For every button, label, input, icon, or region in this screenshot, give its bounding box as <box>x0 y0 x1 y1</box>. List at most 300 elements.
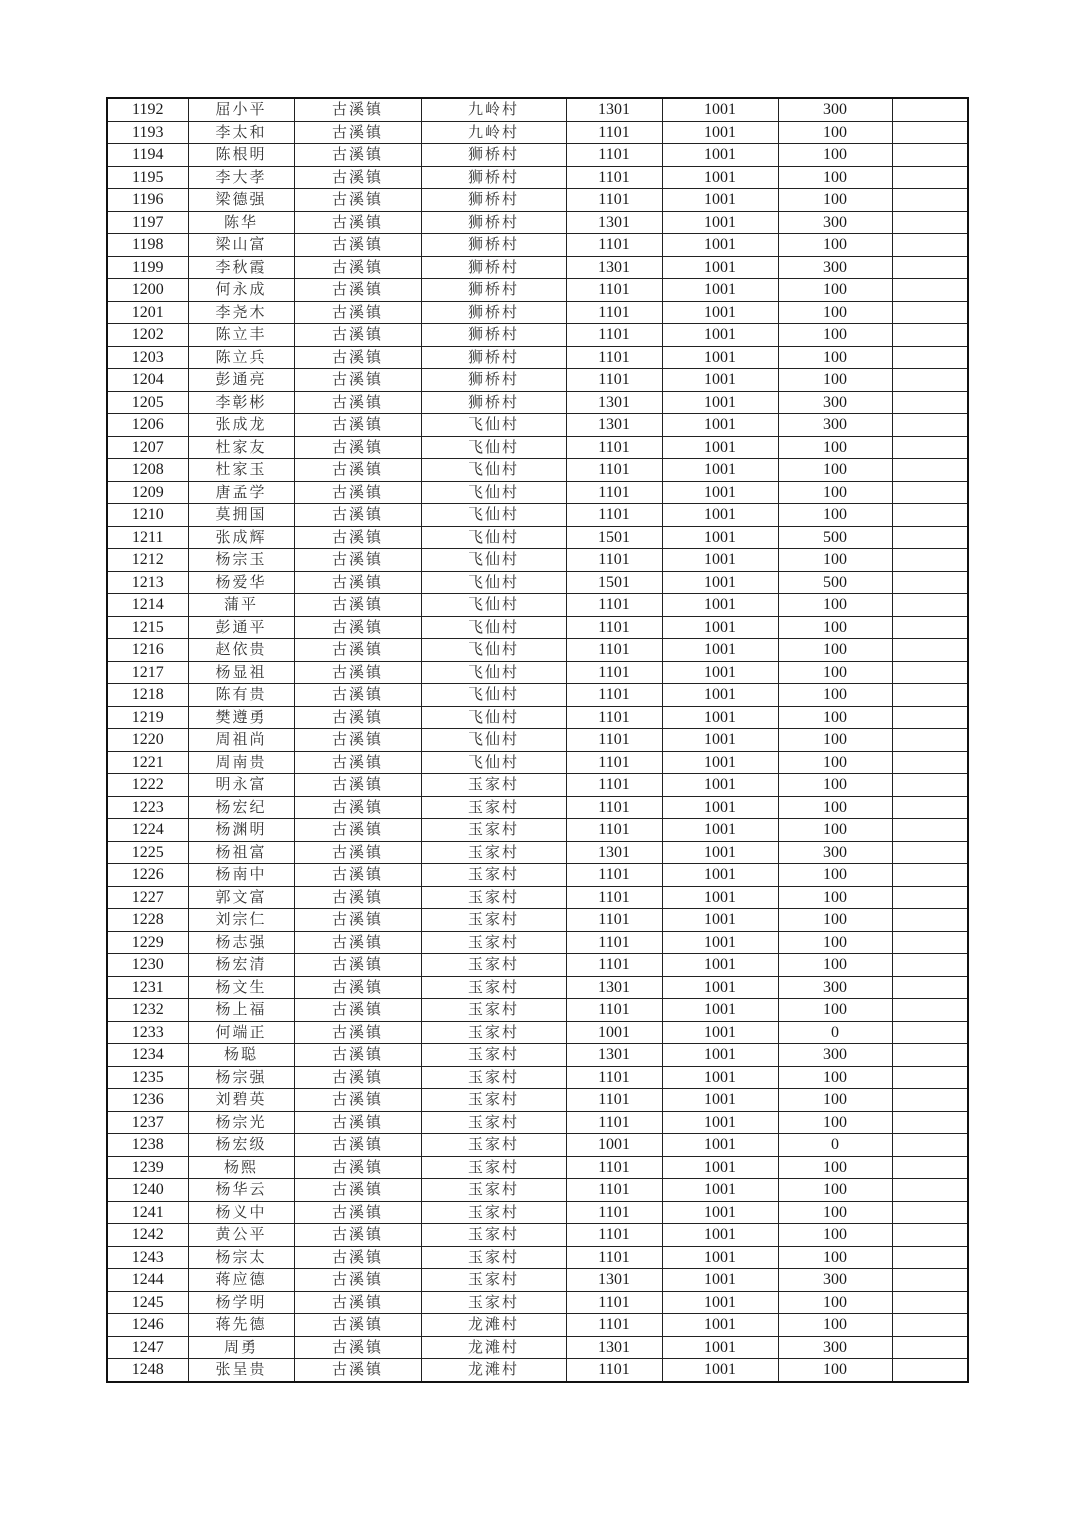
village-cell: 飞仙村 <box>421 729 566 752</box>
row-number-cell: 1231 <box>107 976 188 999</box>
village-cell: 九岭村 <box>421 121 566 144</box>
code-a-cell: 1101 <box>566 1291 662 1314</box>
amount-cell: 100 <box>778 166 892 189</box>
code-a-cell: 1101 <box>566 864 662 887</box>
town-cell: 古溪镇 <box>294 796 421 819</box>
table-row <box>107 796 968 819</box>
amount-cell: 100 <box>778 1224 892 1247</box>
table-row <box>107 1291 968 1314</box>
table-row <box>107 121 968 144</box>
town-cell: 古溪镇 <box>294 819 421 842</box>
name-cell: 唐孟学 <box>188 481 294 504</box>
town-cell: 古溪镇 <box>294 1201 421 1224</box>
village-cell: 玉家村 <box>421 1134 566 1157</box>
town-cell: 古溪镇 <box>294 729 421 752</box>
code-b-cell: 1001 <box>662 166 778 189</box>
amount-cell: 100 <box>778 481 892 504</box>
note-cell <box>892 796 968 819</box>
note-cell <box>892 121 968 144</box>
code-a-cell: 1101 <box>566 234 662 257</box>
amount-cell: 100 <box>778 346 892 369</box>
row-number-cell: 1241 <box>107 1201 188 1224</box>
amount-cell: 100 <box>778 189 892 212</box>
code-a-cell: 1101 <box>566 121 662 144</box>
code-b-cell: 1001 <box>662 1111 778 1134</box>
code-b-cell: 1001 <box>662 706 778 729</box>
row-number-cell: 1207 <box>107 436 188 459</box>
table-row <box>107 346 968 369</box>
row-number-cell: 1232 <box>107 999 188 1022</box>
name-cell: 何永成 <box>188 279 294 302</box>
amount-cell: 300 <box>778 256 892 279</box>
note-cell <box>892 301 968 324</box>
amount-cell: 100 <box>778 661 892 684</box>
row-number-cell: 1224 <box>107 819 188 842</box>
code-a-cell: 1101 <box>566 369 662 392</box>
code-a-cell: 1501 <box>566 526 662 549</box>
code-b-cell: 1001 <box>662 1156 778 1179</box>
row-number-cell: 1192 <box>107 98 188 121</box>
name-cell: 杨宗太 <box>188 1246 294 1269</box>
town-cell: 古溪镇 <box>294 481 421 504</box>
code-a-cell: 1101 <box>566 1246 662 1269</box>
code-a-cell: 1101 <box>566 436 662 459</box>
amount-cell: 300 <box>778 414 892 437</box>
code-a-cell: 1101 <box>566 1156 662 1179</box>
code-a-cell: 1101 <box>566 301 662 324</box>
row-number-cell: 1230 <box>107 954 188 977</box>
row-number-cell: 1226 <box>107 864 188 887</box>
row-number-cell: 1219 <box>107 706 188 729</box>
table-row <box>107 526 968 549</box>
town-cell: 古溪镇 <box>294 661 421 684</box>
name-cell: 张成龙 <box>188 414 294 437</box>
code-b-cell: 1001 <box>662 571 778 594</box>
village-cell: 玉家村 <box>421 1291 566 1314</box>
row-number-cell: 1227 <box>107 886 188 909</box>
code-a-cell: 1101 <box>566 549 662 572</box>
note-cell <box>892 1336 968 1359</box>
amount-cell: 100 <box>778 279 892 302</box>
amount-cell: 100 <box>778 1246 892 1269</box>
name-cell: 莫拥国 <box>188 504 294 527</box>
note-cell <box>892 661 968 684</box>
code-b-cell: 1001 <box>662 98 778 121</box>
town-cell: 古溪镇 <box>294 1134 421 1157</box>
code-a-cell: 1101 <box>566 166 662 189</box>
row-number-cell: 1222 <box>107 774 188 797</box>
town-cell: 古溪镇 <box>294 189 421 212</box>
village-cell: 玉家村 <box>421 909 566 932</box>
code-b-cell: 1001 <box>662 459 778 482</box>
row-number-cell: 1237 <box>107 1111 188 1134</box>
code-a-cell: 1101 <box>566 954 662 977</box>
code-a-cell: 1301 <box>566 1336 662 1359</box>
town-cell: 古溪镇 <box>294 1156 421 1179</box>
village-cell: 飞仙村 <box>421 459 566 482</box>
amount-cell: 100 <box>778 301 892 324</box>
name-cell: 梁山富 <box>188 234 294 257</box>
town-cell: 古溪镇 <box>294 369 421 392</box>
amount-cell: 100 <box>778 1089 892 1112</box>
row-number-cell: 1202 <box>107 324 188 347</box>
village-cell: 龙滩村 <box>421 1314 566 1337</box>
town-cell: 古溪镇 <box>294 234 421 257</box>
town-cell: 古溪镇 <box>294 616 421 639</box>
table-row <box>107 1021 968 1044</box>
table-row <box>107 751 968 774</box>
amount-cell: 100 <box>778 729 892 752</box>
table-row <box>107 571 968 594</box>
town-cell: 古溪镇 <box>294 684 421 707</box>
name-cell: 何端正 <box>188 1021 294 1044</box>
village-cell: 狮桥村 <box>421 234 566 257</box>
table-row <box>107 324 968 347</box>
village-cell: 狮桥村 <box>421 144 566 167</box>
table-row <box>107 189 968 212</box>
code-b-cell: 1001 <box>662 616 778 639</box>
row-number-cell: 1245 <box>107 1291 188 1314</box>
town-cell: 古溪镇 <box>294 436 421 459</box>
town-cell: 古溪镇 <box>294 1269 421 1292</box>
table-row <box>107 1111 968 1134</box>
code-b-cell: 1001 <box>662 841 778 864</box>
code-b-cell: 1001 <box>662 886 778 909</box>
village-cell: 飞仙村 <box>421 436 566 459</box>
table-row <box>107 98 968 121</box>
amount-cell: 100 <box>778 144 892 167</box>
note-cell <box>892 954 968 977</box>
note-cell <box>892 1291 968 1314</box>
village-cell: 玉家村 <box>421 1224 566 1247</box>
amount-cell: 100 <box>778 594 892 617</box>
name-cell: 张呈贵 <box>188 1359 294 1382</box>
code-b-cell: 1001 <box>662 279 778 302</box>
code-a-cell: 1101 <box>566 886 662 909</box>
code-a-cell: 1101 <box>566 324 662 347</box>
amount-cell: 100 <box>778 639 892 662</box>
code-b-cell: 1001 <box>662 1179 778 1202</box>
table-row <box>107 144 968 167</box>
town-cell: 古溪镇 <box>294 954 421 977</box>
table-row <box>107 459 968 482</box>
note-cell <box>892 256 968 279</box>
name-cell: 陈有贵 <box>188 684 294 707</box>
village-cell: 狮桥村 <box>421 346 566 369</box>
note-cell <box>892 211 968 234</box>
code-b-cell: 1001 <box>662 1314 778 1337</box>
table-row <box>107 256 968 279</box>
town-cell: 古溪镇 <box>294 346 421 369</box>
name-cell: 刘宗仁 <box>188 909 294 932</box>
note-cell <box>892 526 968 549</box>
amount-cell: 100 <box>778 706 892 729</box>
row-number-cell: 1215 <box>107 616 188 639</box>
table-row <box>107 819 968 842</box>
code-a-cell: 1101 <box>566 481 662 504</box>
town-cell: 古溪镇 <box>294 1021 421 1044</box>
amount-cell: 100 <box>778 931 892 954</box>
town-cell: 古溪镇 <box>294 909 421 932</box>
code-a-cell: 1101 <box>566 1201 662 1224</box>
row-number-cell: 1210 <box>107 504 188 527</box>
code-a-cell: 1101 <box>566 616 662 639</box>
amount-cell: 100 <box>778 616 892 639</box>
name-cell: 杨南中 <box>188 864 294 887</box>
amount-cell: 100 <box>778 1111 892 1134</box>
name-cell: 屈小平 <box>188 98 294 121</box>
table-row <box>107 864 968 887</box>
table-row <box>107 886 968 909</box>
table-row <box>107 1336 968 1359</box>
code-a-cell: 1101 <box>566 796 662 819</box>
table-row <box>107 1246 968 1269</box>
note-cell <box>892 369 968 392</box>
village-cell: 玉家村 <box>421 864 566 887</box>
village-cell: 九岭村 <box>421 98 566 121</box>
village-cell: 狮桥村 <box>421 324 566 347</box>
code-b-cell: 1001 <box>662 436 778 459</box>
code-a-cell: 1101 <box>566 1314 662 1337</box>
amount-cell: 100 <box>778 234 892 257</box>
amount-cell: 100 <box>778 549 892 572</box>
code-b-cell: 1001 <box>662 1066 778 1089</box>
row-number-cell: 1213 <box>107 571 188 594</box>
row-number-cell: 1218 <box>107 684 188 707</box>
code-a-cell: 1101 <box>566 189 662 212</box>
town-cell: 古溪镇 <box>294 1179 421 1202</box>
code-b-cell: 1001 <box>662 796 778 819</box>
amount-cell: 100 <box>778 751 892 774</box>
town-cell: 古溪镇 <box>294 1224 421 1247</box>
row-number-cell: 1193 <box>107 121 188 144</box>
name-cell: 杨渊明 <box>188 819 294 842</box>
village-cell: 飞仙村 <box>421 526 566 549</box>
code-a-cell: 1101 <box>566 594 662 617</box>
town-cell: 古溪镇 <box>294 391 421 414</box>
name-cell: 陈华 <box>188 211 294 234</box>
amount-cell: 100 <box>778 774 892 797</box>
code-a-cell: 1101 <box>566 1359 662 1382</box>
row-number-cell: 1236 <box>107 1089 188 1112</box>
village-cell: 飞仙村 <box>421 661 566 684</box>
name-cell: 张成辉 <box>188 526 294 549</box>
name-cell: 郭文富 <box>188 886 294 909</box>
name-cell: 杨显祖 <box>188 661 294 684</box>
row-number-cell: 1234 <box>107 1044 188 1067</box>
town-cell: 古溪镇 <box>294 1359 421 1382</box>
code-b-cell: 1001 <box>662 1224 778 1247</box>
row-number-cell: 1225 <box>107 841 188 864</box>
row-number-cell: 1238 <box>107 1134 188 1157</box>
name-cell: 杨学明 <box>188 1291 294 1314</box>
code-a-cell: 1101 <box>566 1179 662 1202</box>
code-b-cell: 1001 <box>662 1336 778 1359</box>
name-cell: 杜家友 <box>188 436 294 459</box>
town-cell: 古溪镇 <box>294 1089 421 1112</box>
roster-table <box>106 97 969 1383</box>
table-row <box>107 1314 968 1337</box>
row-number-cell: 1201 <box>107 301 188 324</box>
table-row <box>107 1269 968 1292</box>
row-number-cell: 1209 <box>107 481 188 504</box>
note-cell <box>892 1224 968 1247</box>
note-cell <box>892 481 968 504</box>
code-b-cell: 1001 <box>662 301 778 324</box>
town-cell: 古溪镇 <box>294 279 421 302</box>
village-cell: 玉家村 <box>421 841 566 864</box>
row-number-cell: 1194 <box>107 144 188 167</box>
amount-cell: 100 <box>778 684 892 707</box>
row-number-cell: 1214 <box>107 594 188 617</box>
amount-cell: 500 <box>778 571 892 594</box>
row-number-cell: 1247 <box>107 1336 188 1359</box>
row-number-cell: 1239 <box>107 1156 188 1179</box>
code-a-cell: 1101 <box>566 684 662 707</box>
amount-cell: 100 <box>778 436 892 459</box>
table-row <box>107 661 968 684</box>
name-cell: 周祖尚 <box>188 729 294 752</box>
note-cell <box>892 504 968 527</box>
row-number-cell: 1220 <box>107 729 188 752</box>
note-cell <box>892 976 968 999</box>
amount-cell: 300 <box>778 1269 892 1292</box>
code-a-cell: 1101 <box>566 909 662 932</box>
code-b-cell: 1001 <box>662 1269 778 1292</box>
code-b-cell: 1001 <box>662 481 778 504</box>
table-row <box>107 1201 968 1224</box>
name-cell: 李太和 <box>188 121 294 144</box>
note-cell <box>892 639 968 662</box>
note-cell <box>892 279 968 302</box>
code-a-cell: 1301 <box>566 841 662 864</box>
amount-cell: 100 <box>778 819 892 842</box>
town-cell: 古溪镇 <box>294 1314 421 1337</box>
town-cell: 古溪镇 <box>294 1291 421 1314</box>
code-a-cell: 1301 <box>566 98 662 121</box>
village-cell: 狮桥村 <box>421 369 566 392</box>
note-cell <box>892 1021 968 1044</box>
village-cell: 飞仙村 <box>421 616 566 639</box>
name-cell: 杨华云 <box>188 1179 294 1202</box>
note-cell <box>892 594 968 617</box>
note-cell <box>892 886 968 909</box>
town-cell: 古溪镇 <box>294 886 421 909</box>
town-cell: 古溪镇 <box>294 121 421 144</box>
note-cell <box>892 189 968 212</box>
code-a-cell: 1101 <box>566 819 662 842</box>
table-row <box>107 279 968 302</box>
row-number-cell: 1208 <box>107 459 188 482</box>
code-b-cell: 1001 <box>662 369 778 392</box>
amount-cell: 100 <box>778 459 892 482</box>
village-cell: 飞仙村 <box>421 571 566 594</box>
amount-cell: 300 <box>778 1336 892 1359</box>
name-cell: 蒲平 <box>188 594 294 617</box>
name-cell: 杨熙 <box>188 1156 294 1179</box>
table-row <box>107 234 968 257</box>
code-a-cell: 1101 <box>566 751 662 774</box>
code-b-cell: 1001 <box>662 954 778 977</box>
code-a-cell: 1101 <box>566 1111 662 1134</box>
town-cell: 古溪镇 <box>294 459 421 482</box>
village-cell: 玉家村 <box>421 1021 566 1044</box>
table-row <box>107 1134 968 1157</box>
row-number-cell: 1223 <box>107 796 188 819</box>
town-cell: 古溪镇 <box>294 1066 421 1089</box>
town-cell: 古溪镇 <box>294 324 421 347</box>
row-number-cell: 1228 <box>107 909 188 932</box>
row-number-cell: 1244 <box>107 1269 188 1292</box>
note-cell <box>892 1156 968 1179</box>
village-cell: 玉家村 <box>421 1201 566 1224</box>
amount-cell: 100 <box>778 886 892 909</box>
table-row <box>107 931 968 954</box>
code-b-cell: 1001 <box>662 189 778 212</box>
code-a-cell: 1301 <box>566 391 662 414</box>
code-a-cell: 1101 <box>566 346 662 369</box>
table-row <box>107 729 968 752</box>
code-b-cell: 1001 <box>662 549 778 572</box>
village-cell: 玉家村 <box>421 819 566 842</box>
note-cell <box>892 549 968 572</box>
town-cell: 古溪镇 <box>294 144 421 167</box>
table-row <box>107 549 968 572</box>
amount-cell: 300 <box>778 211 892 234</box>
table-row <box>107 639 968 662</box>
code-b-cell: 1001 <box>662 324 778 347</box>
village-cell: 飞仙村 <box>421 639 566 662</box>
note-cell <box>892 144 968 167</box>
amount-cell: 100 <box>778 864 892 887</box>
town-cell: 古溪镇 <box>294 98 421 121</box>
code-b-cell: 1001 <box>662 1246 778 1269</box>
village-cell: 玉家村 <box>421 1044 566 1067</box>
row-number-cell: 1204 <box>107 369 188 392</box>
town-cell: 古溪镇 <box>294 931 421 954</box>
row-number-cell: 1217 <box>107 661 188 684</box>
code-a-cell: 1301 <box>566 1269 662 1292</box>
row-number-cell: 1229 <box>107 931 188 954</box>
name-cell: 周南贵 <box>188 751 294 774</box>
code-b-cell: 1001 <box>662 211 778 234</box>
row-number-cell: 1206 <box>107 414 188 437</box>
row-number-cell: 1211 <box>107 526 188 549</box>
table-row <box>107 976 968 999</box>
town-cell: 古溪镇 <box>294 1336 421 1359</box>
name-cell: 赵依贵 <box>188 639 294 662</box>
code-b-cell: 1001 <box>662 864 778 887</box>
amount-cell: 100 <box>778 796 892 819</box>
code-b-cell: 1001 <box>662 594 778 617</box>
note-cell <box>892 346 968 369</box>
village-cell: 玉家村 <box>421 1156 566 1179</box>
village-cell: 玉家村 <box>421 1066 566 1089</box>
table-row <box>107 774 968 797</box>
amount-cell: 100 <box>778 1179 892 1202</box>
code-b-cell: 1001 <box>662 234 778 257</box>
code-b-cell: 1001 <box>662 504 778 527</box>
table-row <box>107 369 968 392</box>
row-number-cell: 1246 <box>107 1314 188 1337</box>
village-cell: 玉家村 <box>421 976 566 999</box>
name-cell: 杨宗强 <box>188 1066 294 1089</box>
name-cell: 杨上福 <box>188 999 294 1022</box>
code-b-cell: 1001 <box>662 391 778 414</box>
town-cell: 古溪镇 <box>294 166 421 189</box>
code-b-cell: 1001 <box>662 751 778 774</box>
code-a-cell: 1501 <box>566 571 662 594</box>
